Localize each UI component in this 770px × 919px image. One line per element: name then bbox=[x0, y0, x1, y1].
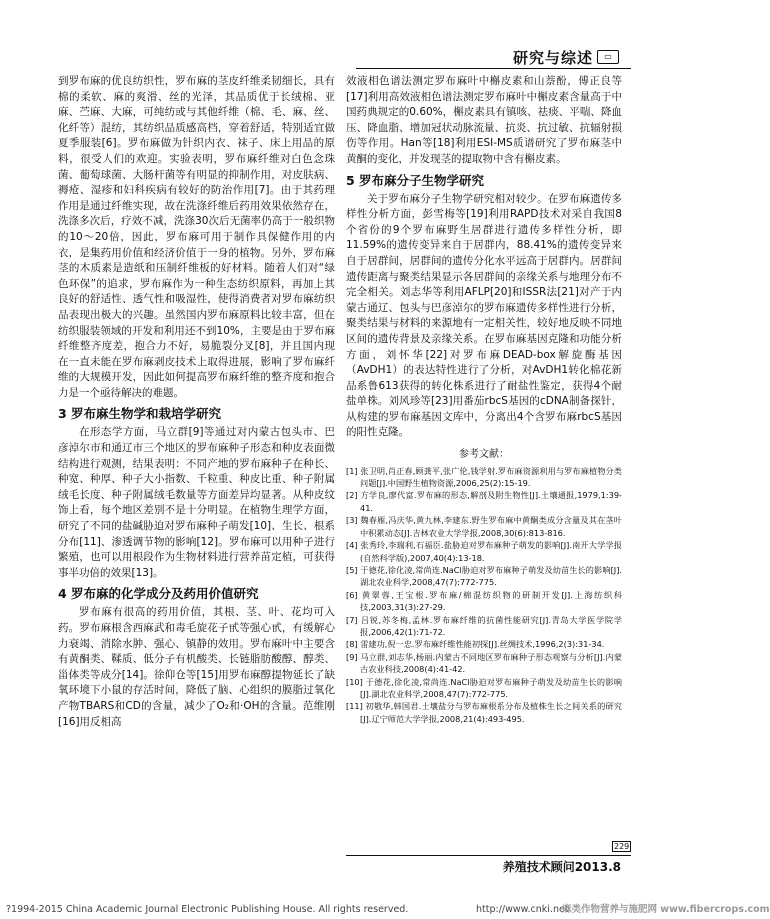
paragraph: 在形态学方面，马立群[9]等通过对内蒙古包头市、巴彦淖尔市和通辽市三个地区的罗布麻种子形态和种皮表面微结构进行观测，结果表明：不同产地的罗布麻种子在种长、种宽、种厚、种子大小指数、千粒重、种皮比重、种子附属绒毛长度、种子附属绒毛数量等方面差异均显著。从种皮纹饰上看，每个地区差别不是十分明显。在植物生理学方面，研究了不同的盐碱胁迫对罗布麻种子萌发[10]、生长、根系分布[11]、渗透调节物的影响[12]。罗布麻可以用种子进行繁殖，也可以用根段作为生物材料进行营养苗定植，可获得事半功倍的效果[13]。 bbox=[58, 426, 335, 579]
right-column bbox=[346, 74, 622, 725]
footer-rule bbox=[346, 855, 631, 856]
page-number: 229 bbox=[614, 842, 630, 851]
paragraph: 到罗布麻的优良纺织性，罗布麻的茎皮纤维柔韧细长，具有棉的柔软、麻的爽滑、丝的光泽，其品质优于长绒棉、亚麻、苎麻、大麻，可纯纺或与其他纤维（棉、毛、麻、丝、化纤等）混纺，其纺织品质感高档，穿着舒适，特别适宜做夏季服装[6]。罗布麻做为针织内衣、袜子、床上用品的原料，很受人们的欢迎。实验表明，罗布麻纤维对白色念珠菌、葡萄球菌、大肠杆菌等有明显的抑制作用，对皮肤病、褥疮、湿疹和妇科疾病有较好的防治作用[7]。由于其药理作用是通过纤维实现，故在洗涤纤维后药用效果依然存在，洗涤多次后，疗效不减，洗涤30次后无菌率仍高于一般织物的10～20倍，因此，罗布麻可用于制作具保健作用的内衣，是集药用价值和经济价值于一身的植物。另外，罗布麻茎的木质素是造纸和压制纤维板的好材料。随着人们对“绿色环保”的追求，罗布麻作为一种生态纺织原料，再加上其良好的舒适性、透气性和吸湿性，使得消费者对罗布麻纺织品表现出极大的兴趣。虽然国内罗布麻原料比较丰富，但在纺织服装领域的开发和利用还不到10%，主要是由于罗布麻纤维整齐度差，抱合力不好，易脆裂分叉[8]，并且国内现在一直未能在罗布麻剥皮技术上取得进展，影响了罗布麻纤维的大规模开发，因此如何提高罗布麻纤维的整齐度和抱合力是一个亟待解决的难题。 bbox=[58, 75, 335, 399]
reference-item: [1] 张卫明,肖正春,顾龚平,张广伦,钱学射.罗布麻资源利用与罗布麻植物分类问题[J].中国野生植物资源,2006,25(2):15-19. bbox=[346, 465, 622, 489]
paragraph: 效液相色谱法测定罗布麻叶中槲皮素和山萘酚，傅正良等[17]利用高效液相色谱法测定罗布麻叶中槲皮素含量高于中国药典规定的0.60%，槲皮素具有镇咳、祛痰、平喘、降血压、降血脂、增加冠状动脉流量、抗炎、抗过敏、抗辐射损伤等作用。Han等[18]利用ESI-MS质谱研究了罗布麻茎中黄酮的变化，并发现茎的提取物中含有槲皮素。 bbox=[346, 75, 622, 165]
page-header bbox=[0, 0, 681, 72]
reference-item: [5] 于德花,徐化凌,常尚连.NaCl胁迫对罗布麻种子萌发及幼苗生长的影响[J].湖北农业科学,2008,47(7):772-775. bbox=[346, 564, 622, 588]
reference-item: [6] 黄翠蓉,王宝根.罗布麻/棉混纺织物的研制开发[J].上海纺织科技,2003,31(3):27-29. bbox=[346, 589, 622, 613]
paragraph: 关于罗布麻分子生物学研究相对较少。在罗布麻遗传多样性分析方面，彭雪梅等[19]利用RAPD技术对采自我国8个省份的9个罗布麻野生居群进行遗传多样性分析，即11.59%的遗传变异来自于居群内，88.41%的遗传变异来自于居群间，居群间的遗传分化水平远高于居群内。居群间遗传距离与聚类结果显示各居群间的亲缘关系与地理分布不完全相关。刘志华等利用AFLP[20]和ISSR法[21]对产于内蒙古通辽、包头与巴彦淖尔的罗布麻遗传多样性进行分析，聚类结果与材料的来源地有一定相关性，较好地反映不同地区间的遗传背景及亲缘关系。在罗布麻基因克隆和功能分析方面，刘怀华[22]对罗布麻DEAD-box解旋酶基因（AvDH1）的表达特性进行了分析，对AvDH1转化棉花新品系鲁613获得的转化株系进行了耐盐性鉴定，获得4个耐盐单株。刘风珍等[23]用番茄rbcS基因的cDNA制备探针，从构建的罗布麻基因文库中，分离出4个含罗布麻rbcS基因的阳性克隆。 bbox=[346, 192, 622, 439]
reference-item: [10] 于德花,徐化凌,常尚连.NaCl胁迫对罗布麻种子萌发及幼苗生长的影响[J].湖北农业科学,2008,47(7):772-775. bbox=[346, 676, 622, 699]
section-heading-5: 5 罗布麻分子生物学研究 bbox=[346, 172, 485, 188]
paragraph: 罗布麻有很高的药用价值，其根、茎、叶、花均可入药。罗布麻根含西麻武和毒毛旋花子甙等强心甙，有缓解心力衰竭、消除水肿、强心、镇静的效用。罗布麻叶中主要含有黄酮类、鞣质、低分子有机酸类、长链脂肪酸醇、醇类、甾体类等成分[14]。徐仰仓等[15]用罗布麻醇提物延长了缺氧环境下小鼠的存活时间，降低了脑、心组织的膜脂过氧化产物TBARS和CD的含量，减少了O₂和·OH的含量。范维刚[16]用反相高 bbox=[58, 606, 335, 728]
source-url-link[interactable]: http://www.cnki.net bbox=[476, 904, 569, 915]
document-icon: ▭ bbox=[597, 50, 619, 64]
reference-item: [3] 魏春雁,冯庆华,黄九林,李建东.野生罗布麻中黄酮类成分含量及其在茎叶中积累动态[J].吉林农业大学学报,2008,30(6):813-816. bbox=[346, 515, 622, 538]
section-heading-3: 3 罗布麻生物学和栽培学研究 bbox=[58, 406, 222, 422]
copyright-bar bbox=[6, 902, 770, 918]
left-column bbox=[58, 74, 335, 730]
references-title: 参考文献： bbox=[459, 449, 509, 461]
header-rule bbox=[356, 68, 631, 69]
reference-item: [11] 初敬华,韩国君.土壤盐分与罗布麻根系分布及植株生长之间关系的研究[J].辽宁师范大学学报,2008,21(4):493-495. bbox=[346, 701, 622, 724]
section-heading-4: 4 罗布麻的化学成分及药用价值研究 bbox=[58, 586, 259, 602]
reference-item: [2] 方学良,廖代富.罗布麻的形态,解剖及附生物性[J].土壤通报,1979,1:39-41. bbox=[346, 490, 622, 513]
reference-item: [7] 吕锐,苏冬梅,孟林.罗布麻纤维的抗菌性能研究[J].青岛大学医学院学报,2006,42(1):71-72. bbox=[346, 614, 622, 637]
reference-item: [9] 马立群,刘志华,杨丽.内蒙古不同地区罗布麻种子形态观察与分析[J].内蒙古农业科技,2008(4):41-42. bbox=[346, 651, 622, 675]
copyright-text: ?1994-2015 China Academic Journal Electronic Publishing House. All rights reserved. bbox=[6, 904, 409, 915]
journal-name: 养殖技术顾问2013.8 bbox=[502, 860, 621, 874]
reference-item: [4] 张秀玲,李瑞利,石福臣.盐胁迫对罗布麻种子萌发的影响[J].南开大学学报(自然科学版),2007,40(4):13-18. bbox=[346, 540, 622, 563]
section-title: 研究与综述 bbox=[512, 49, 593, 67]
reference-item: [8] 雷建功,倪一忠.罗布麻纤维性能初探[J].丝绸技术,1996,2(3):31-34. bbox=[346, 639, 605, 650]
watermark: 麻类作物营养与施肥网 www.fibercrops.com bbox=[562, 904, 770, 915]
references-list bbox=[346, 465, 622, 726]
